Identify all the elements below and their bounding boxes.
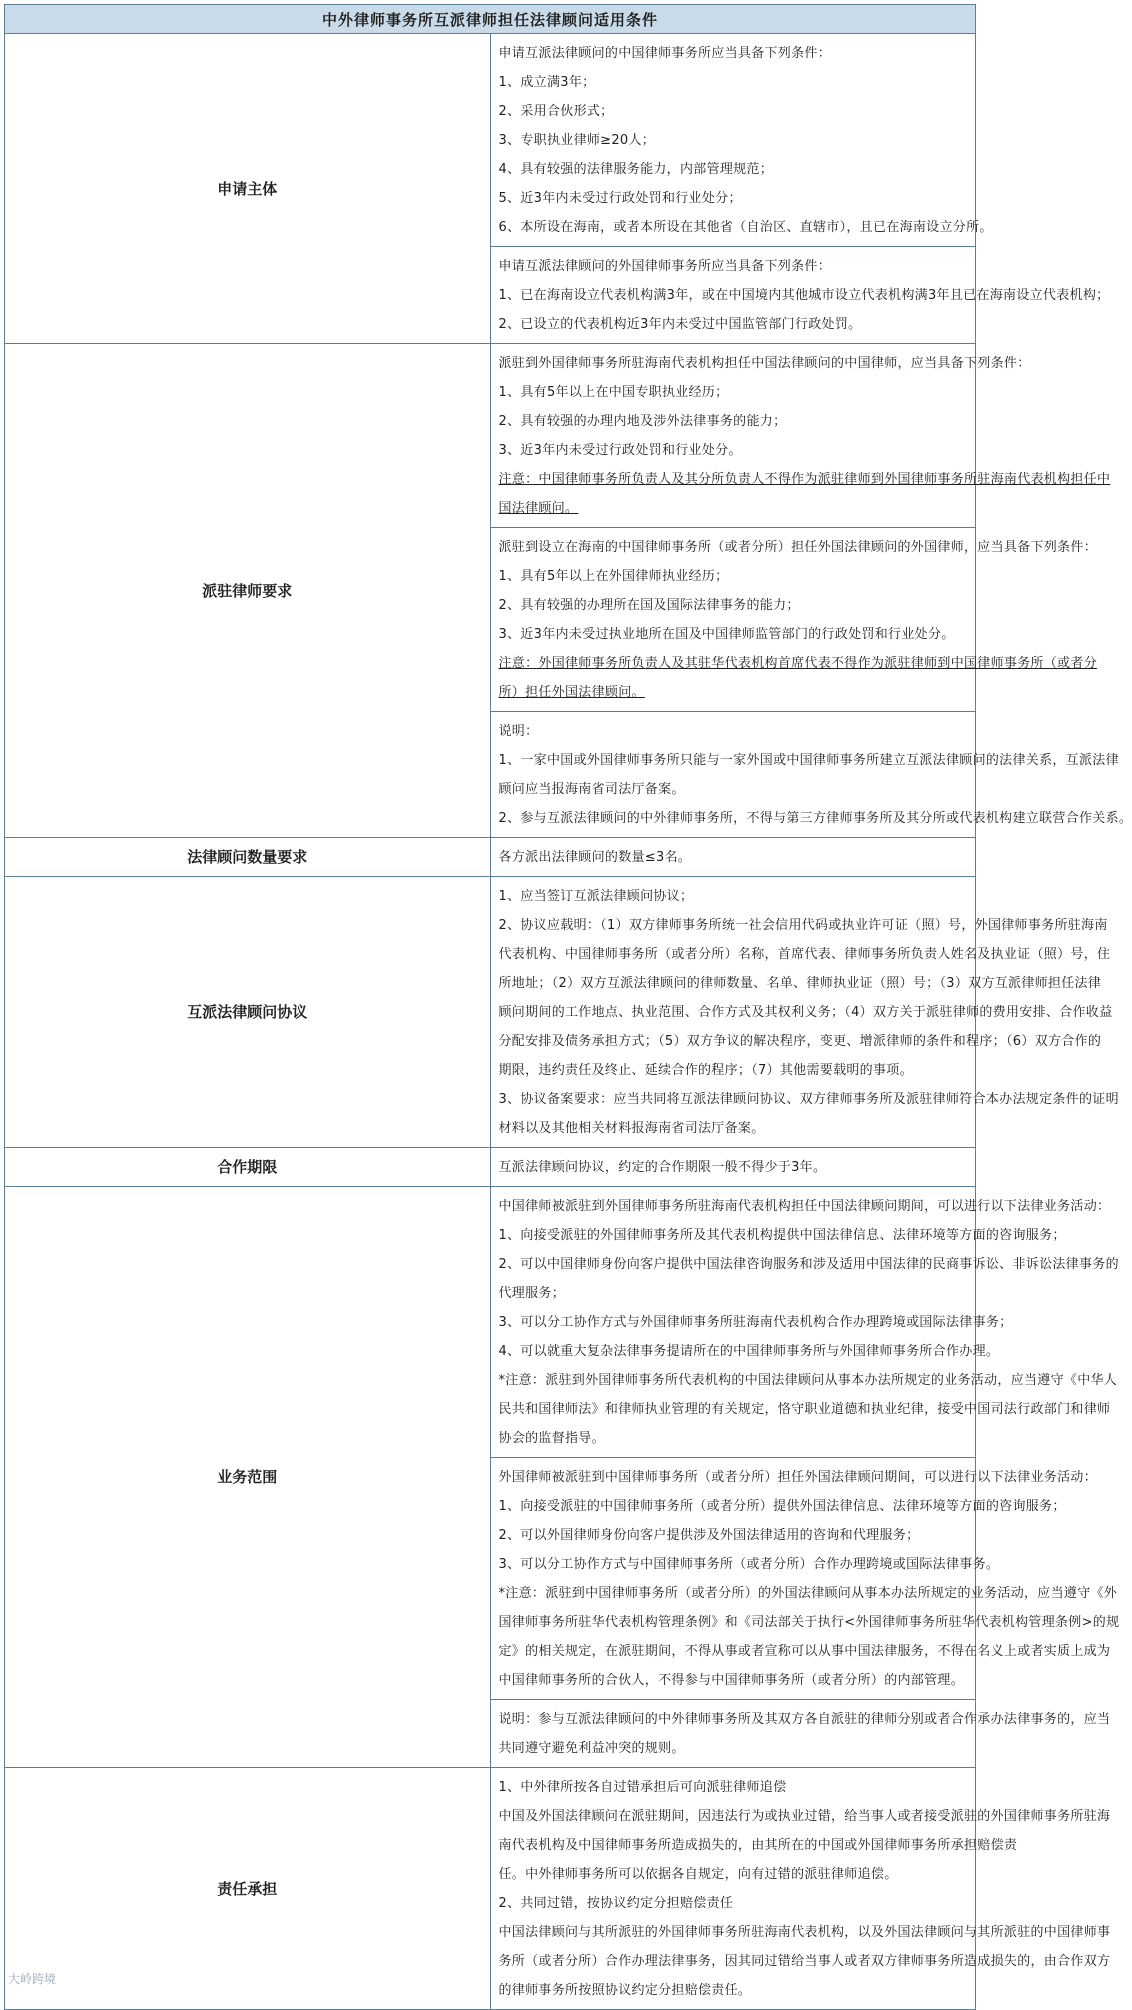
- section-content: [490, 838, 976, 877]
- text-line: 派驻到外国律师事务所驻海南代表机构担任中国法律顾问的中国律师，应当具备下列条件：: [498, 356, 1031, 371]
- section-row-term: [5, 1148, 976, 1187]
- text-line: 3、协议备案要求：应当共同将互派法律顾问协议、双方律师事务所及派驻律师符合本办法规定条件的证明: [498, 1092, 1119, 1107]
- notice-line: 国法律顾问。: [498, 501, 579, 516]
- section-label: 责任承担: [5, 1768, 491, 2010]
- text-line: 2、协议应载明：（1）双方律师事务所统一社会信用代码或执业许可证（照）号，外国律师事务所驻海南: [498, 918, 1108, 933]
- text-line: 代理服务；: [498, 1286, 566, 1301]
- text-line: 6、本所设在海南，或者本所设在其他省（自治区、直辖市），且已在海南设立分所。: [498, 220, 993, 235]
- text-line: 申请互派法律顾问的中国律师事务所应当具备下列条件：: [498, 46, 832, 61]
- section-label: 业务范围: [5, 1187, 491, 1768]
- text-line: 定》的相关规定，在派驻期间，不得从事或者宣称可以从事中国法律服务，不得在名义上或者实质上成为: [498, 1644, 1111, 1659]
- text-line: 2、具有较强的办理内地及涉外法律事务的能力；: [498, 414, 787, 429]
- section-content: [490, 344, 1132, 838]
- content-block: [491, 877, 1119, 1147]
- text-line: 3、专职执业律师≥20人；: [498, 133, 656, 148]
- notice-line: 所）担任外国法律顾问。: [498, 685, 645, 700]
- section-row-applicant: [5, 34, 976, 344]
- notice-line: 注意：外国律师事务所负责人及其驻华代表机构首席代表不得作为派驻律师到中国律师事务所（或者分: [498, 656, 1098, 671]
- text-line: 4、具有较强的法律服务能力，内部管理规范；: [498, 162, 774, 177]
- text-line: 南代表机构及中国律师事务所造成损失的，由其所在的中国或外国律师事务所承担赔偿责: [498, 1838, 1018, 1853]
- section-label: 派驻律师要求: [5, 344, 491, 838]
- section-label: 合作期限: [5, 1148, 491, 1187]
- section-content: [490, 1187, 1120, 1768]
- section-content: [490, 1148, 976, 1187]
- text-line: 1、应当签订互派法律顾问协议；: [498, 889, 694, 904]
- text-line: 1、成立满3年；: [498, 75, 596, 90]
- text-line: 2、已设立的代表机构近3年内未受过中国监管部门行政处罚。: [498, 317, 862, 332]
- text-line: 国律师事务所驻华代表机构管理条例》和《司法部关于执行<外国律师事务所驻华代表机构管理条例>的规: [498, 1615, 1120, 1630]
- text-line: 期限，违约责任及终止、延续合作的程序；（7）其他需要载明的事项。: [498, 1063, 913, 1078]
- text-line: 1、具有5年以上在中国专职执业经历；: [498, 385, 729, 400]
- text-line: 任。中外律师事务所可以依据各自规定，向有过错的派驻律师追偿。: [498, 1867, 898, 1882]
- text-line: 互派法律顾问协议，约定的合作期限一般不得少于3年。: [498, 1160, 827, 1175]
- text-line: 分配安排及债务承担方式；（5）双方争议的解决程序，变更、增派律师的条件和程序；（6）双方合作的: [498, 1034, 1102, 1049]
- text-line: 中国法律顾问与其所派驻的外国律师事务所驻海南代表机构，以及外国法律顾问与其所派驻的中国律师事: [498, 1925, 1111, 1940]
- section-row-lawyer-requirements: [5, 344, 976, 838]
- section-row-agreement: [5, 877, 976, 1148]
- text-line: 中国律师被派驻到外国律师事务所驻海南代表机构担任中国法律顾问期间，可以进行以下法律业务活动：: [498, 1199, 1111, 1214]
- text-line: 共同遵守避免利益冲突的规则。: [498, 1741, 685, 1756]
- content-block: [491, 1148, 976, 1186]
- text-line: 申请互派法律顾问的外国律师事务所应当具备下列条件：: [498, 259, 832, 274]
- text-line: 各方派出法律顾问的数量≤3名。: [498, 850, 692, 865]
- text-line: 3、可以分工协作方式与外国律师事务所驻海南代表机构合作办理跨境或国际法律事务；: [498, 1315, 1013, 1330]
- text-line: 代表机构、中国律师事务所（或者分所）名称，首席代表、律师事务所负责人姓名及执业证（照）号，住: [498, 947, 1111, 962]
- text-line: 民共和国律师法》和律师执业管理的有关规定，恪守职业道德和执业纪律，接受中国司法行政部门和律师: [498, 1402, 1111, 1417]
- content-block: [491, 34, 993, 247]
- text-line: 2、采用合伙形式；: [498, 104, 614, 119]
- text-line: 的律师事务所按照协议约定分担赔偿责任。: [498, 1983, 752, 1998]
- text-line: 中国律师事务所的合伙人，不得参与中国律师事务所（或者分所）的内部管理。: [498, 1673, 965, 1688]
- text-line: 1、向接受派驻的外国律师事务所及其代表机构提供中国法律信息、法律环境等方面的咨询服务；: [498, 1228, 1066, 1243]
- text-line: 派驻到设立在海南的中国律师事务所（或者分所）担任外国法律顾问的外国律师，应当具备下列条件：: [498, 540, 1098, 555]
- section-row-liability: [5, 1768, 976, 2010]
- text-line: 协会的监督指导。: [498, 1431, 605, 1446]
- section-label: 法律顾问数量要求: [5, 838, 491, 877]
- text-line: 中国及外国法律顾问在派驻期间，因违法行为或执业过错，给当事人或者接受派驻的外国律师事务所驻海: [498, 1809, 1111, 1824]
- text-line: 材料以及其他相关材料报海南省司法厅备案。: [498, 1121, 765, 1136]
- section-content: [490, 877, 1119, 1148]
- content-block: [491, 1187, 1119, 1458]
- text-line: 外国律师被派驻到中国律师事务所（或者分所）担任外国法律顾问期间，可以进行以下法律业务活动：: [498, 1470, 1098, 1485]
- watermark: 大岭跨境: [8, 1972, 57, 1986]
- text-line: 2、可以外国律师身份向客户提供涉及外国法律适用的咨询和代理服务；: [498, 1528, 920, 1543]
- text-line: 所地址；（2）双方互派法律顾问的律师数量、名单、律师执业证（照）号；（3）双方互派律师担任法律: [498, 976, 1102, 991]
- text-line: 1、具有5年以上在外国律师执业经历；: [498, 569, 729, 584]
- text-line: 说明：参与互派法律顾问的中外律师事务所及其双方各自派驻的律师分别或者合作承办法律事务的，应当: [498, 1712, 1111, 1727]
- content-block: [491, 1700, 1111, 1767]
- text-line: 说明：: [498, 724, 539, 739]
- text-line: 2、共同过错，按协议约定分担赔偿责任: [498, 1896, 734, 1911]
- content-block: [491, 1458, 1120, 1700]
- table-title: 中外律师事务所互派律师担任法律顾问适用条件: [5, 5, 976, 34]
- text-line: 5、近3年内未受过行政处罚和行业处分；: [498, 191, 742, 206]
- section-row-quantity: [5, 838, 976, 877]
- text-line: 4、可以就重大复杂法律事务提请所在的中国律师事务所与外国律师事务所合作办理。: [498, 1344, 1000, 1359]
- content-block: [491, 838, 976, 876]
- text-line: 1、一家中国或外国律师事务所只能与一家外国或中国律师事务所建立互派法律顾问的法律关系，互派法律: [498, 753, 1119, 768]
- section-content: [490, 34, 1110, 344]
- text-line: 3、近3年内未受过执业地所在国及中国律师监管部门的行政处罚和行业处分。: [498, 627, 955, 642]
- text-line: 务所（或者分所）合作办理法律事务，因其同过错给当事人或者双方律师事务所造成损失的，由合作双方: [498, 1954, 1111, 1969]
- content-block: [491, 1768, 1111, 2009]
- text-line: *注意：派驻到中国律师事务所（或者分所）的外国法律顾问从事本办法所规定的业务活动，应当遵守《外: [498, 1586, 1118, 1601]
- text-line: 1、向接受派驻的中国律师事务所（或者分所）提供外国法律信息、法律环境等方面的咨询服务；: [498, 1499, 1066, 1514]
- content-block: [491, 712, 1132, 837]
- content-block: [491, 344, 1111, 528]
- text-line: 2、可以中国律师身份向客户提供中国法律咨询服务和涉及适用中国法律的民商事诉讼、非诉讼法律事务的: [498, 1257, 1119, 1272]
- content-block: [491, 528, 1098, 712]
- text-line: 1、中外律所按各自过错承担后可向派驻律师追偿: [498, 1780, 787, 1795]
- section-content: [490, 1768, 1111, 2010]
- section-row-business-scope: [5, 1187, 976, 1768]
- title-row: [5, 5, 976, 34]
- notice-line: 注意：中国律师事务所负责人及其分所负责人不得作为派驻律师到外国律师事务所驻海南代表机构担任中: [498, 472, 1111, 487]
- content-block: [491, 247, 1110, 343]
- conditions-table: [4, 4, 1132, 2010]
- text-line: 2、参与互派法律顾问的中外律师事务所，不得与第三方律师事务所及其分所或代表机构建立联营合作关系。: [498, 811, 1132, 826]
- text-line: *注意：派驻到外国律师事务所代表机构的中国法律顾问从事本办法所规定的业务活动，应当遵守《中华人: [498, 1373, 1118, 1388]
- text-line: 3、近3年内未受过行政处罚和行业处分。: [498, 443, 742, 458]
- text-line: 顾问应当报海南省司法厅备案。: [498, 782, 685, 797]
- section-label: 互派法律顾问协议: [5, 877, 491, 1148]
- text-line: 3、可以分工协作方式与中国律师事务所（或者分所）合作办理跨境或国际法律事务。: [498, 1557, 1000, 1572]
- section-label: 申请主体: [5, 34, 491, 344]
- text-line: 2、具有较强的办理所在国及国际法律事务的能力；: [498, 598, 800, 613]
- text-line: 1、已在海南设立代表机构满3年，或在中国境内其他城市设立代表机构满3年且已在海南设立代表机构；: [498, 288, 1110, 303]
- text-line: 顾问期间的工作地点、执业范围、合作方式及其权利义务；（4）双方关于派驻律师的费用安排、合作收益: [498, 1005, 1113, 1020]
